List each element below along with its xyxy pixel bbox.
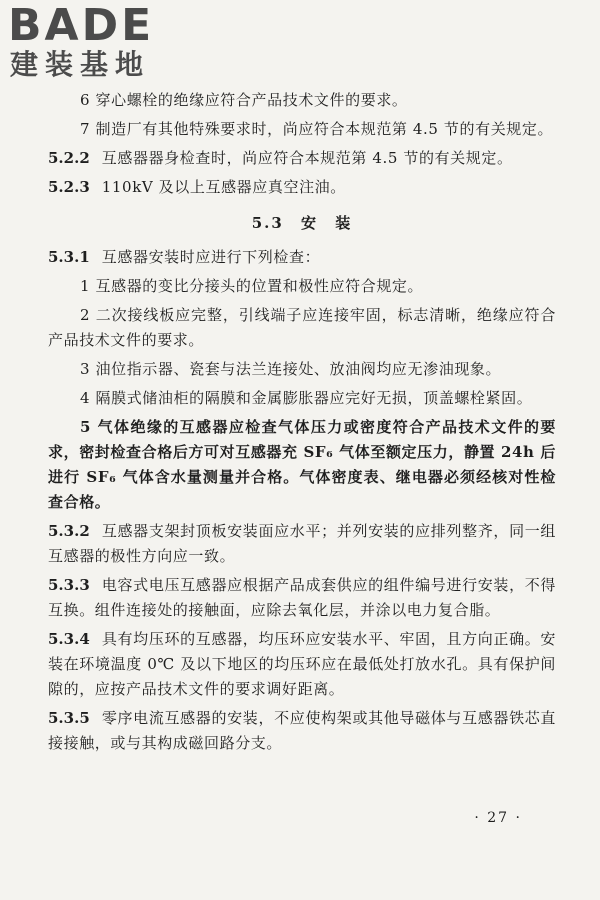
clause-text: 具有均压环的互感器，均压环应安装水平、牢固，且方向正确。安装在环境温度 0℃ 及以下地区的均压环应在最低处打放水孔。具有保护间隙的，应按产品技术文件的要求调好距离。 (48, 630, 556, 698)
clause-number: 5.3.1 (48, 248, 90, 266)
clause-5-3-2 (48, 519, 556, 569)
clause-5-2-3 (48, 175, 556, 200)
check-item-5: 5 气体绝缘的互感器应检查气体压力或密度符合产品技术文件的要求，密封检查合格后方可对互感器充 SF₆ 气体至额定压力，静置 24h 后进行 SF₆ 气体含水量测量并合格。气体密度表、继电器必须经核对性检查合格。 (48, 418, 556, 511)
check-item-3: 3 油位指示器、瓷套与法兰连接处、放油阀均应无渗油现象。 (80, 360, 502, 378)
clause-5-3-3 (48, 573, 556, 623)
check-item-2: 2 二次接线板应完整，引线端子应连接牢固，标志清晰，绝缘应符合产品技术文件的要求。 (48, 306, 556, 349)
clause-number: 5.3.3 (48, 576, 90, 594)
clause-text: 电容式电压互感器应根据产品成套供应的组件编号进行安装，不得互换。组件连接处的接触面，应除去氧化层，并涂以电力复合脂。 (48, 576, 556, 619)
page-content (48, 88, 556, 760)
clause-text: 互感器器身检查时，尚应符合本规范第 4.5 节的有关规定。 (101, 149, 513, 167)
section-title: 5.3 安 装 (251, 214, 353, 232)
item-6: 6 穿心螺栓的绝缘应符合产品技术文件的要求。 (80, 91, 408, 109)
item-7: 7 制造厂有其他特殊要求时，尚应符合本规范第 4.5 节的有关规定。 (80, 120, 554, 138)
check-item-1: 1 互感器的变比分接头的位置和极性应符合规定。 (80, 277, 424, 295)
clause-text: 互感器支架封顶板安装面应水平；并列安装的应排列整齐，同一组互感器的极性方向应一致。 (48, 522, 556, 565)
clause-number: 5.3.5 (48, 709, 90, 727)
clause-number: 5.3.2 (48, 522, 90, 540)
clause-5-3-1 (48, 245, 556, 270)
logo-wordmark: BADE (8, 0, 155, 51)
clause-number: 5.2.2 (48, 149, 90, 167)
clause-text: 零序电流互感器的安装，不应使构架或其他导磁体与互感器铁芯直接接触，或与其构成磁回路分支。 (48, 709, 556, 752)
check-item-4: 4 隔膜式储油柜的隔膜和金属膨胀器应完好无损，顶盖螺栓紧固。 (80, 389, 533, 407)
clause-text: 110kV 及以上互感器应真空注油。 (101, 178, 346, 196)
clause-number: 5.3.4 (48, 630, 90, 648)
clause-number: 5.2.3 (48, 178, 90, 196)
brand-logo (8, 0, 178, 81)
clause-5-3-4 (48, 627, 556, 702)
logo-subtitle: 建装基地 (10, 48, 151, 81)
clause-5-2-2 (48, 146, 556, 171)
clause-5-3-5 (48, 706, 556, 756)
page-number: · 27 · (474, 810, 522, 826)
clause-text: 互感器安装时应进行下列检查： (101, 248, 321, 266)
